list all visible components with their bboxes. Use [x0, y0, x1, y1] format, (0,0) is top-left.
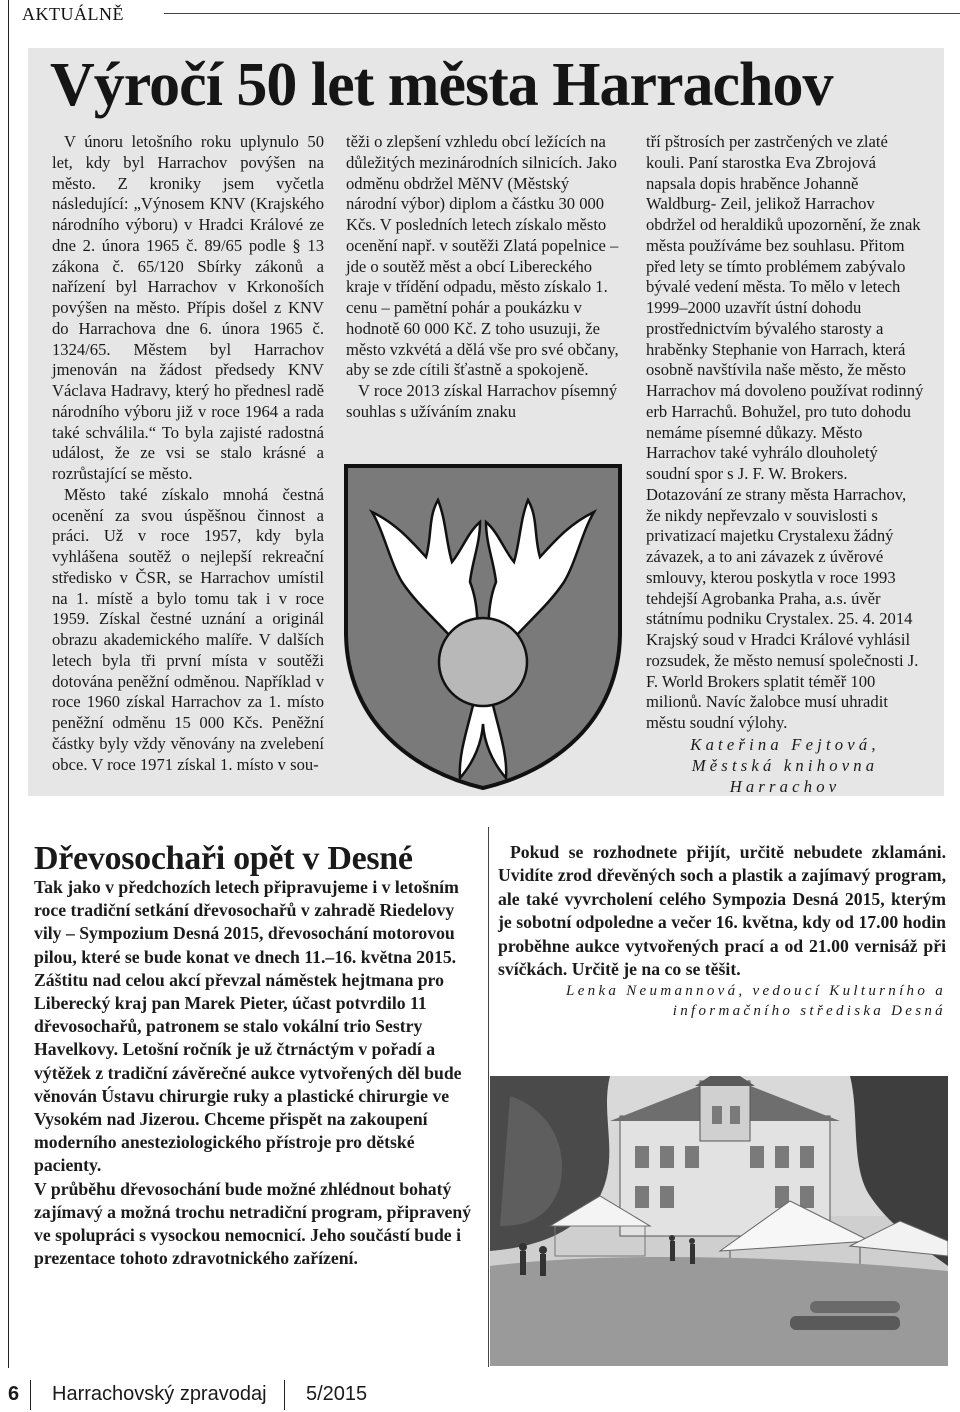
article-column-2	[346, 132, 622, 423]
article-headline: Dřevosochaři opět v Desné	[34, 840, 413, 877]
paragraph: Město také získalo mnohá čestná ocenění za svou úspěšnou činnost a práci. Už v roce 1957, kdy byla vyhlášena soutěž o nejlepší rekreační středisko v ČSR, se Harrachov umístil na 1. místě a bylo tomu tak i v roce 1959. Získal čestné uznání a originál obrazu akademického malíře. V dalších letech byla tři první místa v soutěži dotována peněžní odměnou. Například v roce 1960 získal Harrachov za 1. místo peněžní odměnu 15 000 Kčs. Peněžní částky byly vždy věnovány na zvelebení obce. V roce 1971 získal 1. místo v sou-	[52, 484, 324, 774]
paragraph: těži o zlepšení vzhledu obcí ležících na důležitých mezinárodních silnicích. Jako odměnu obdržel MěNV (Městský národní výbor) diplom a částku 30 000 Kčs. V posledních letech získalo město ocenění např. v soutěži Zlatá popelnice – jde o soutěž měst a obcí Libereckého kraje v třídění odpadu, město získalo 1. cenu – pamětní pohár a poukázku v hodnotě 60 000 Kč. Z toho usuzuji, že město vzkvétá a dělá vše pro své občany, aby se zde cítili šťastně a spokojeně.	[346, 132, 619, 380]
footer-separator	[284, 1380, 285, 1410]
paragraph: tří pštrosích per zastrčených ve zlaté kouli. Paní starostka Eva Zbrojová napsala dopis hraběnce Johanně Waldburg- Zeil, jelikož Harrachov obdržel od heraldiků upozornění, že znak města používáme bez souhlasu. Přitom před lety se tímto problémem zabývalo bývalé vedení města. To mělo v letech 1999–2000 uzavřít ústní dohodu prostřednictvím bývalého starosty a hraběnky Stephanie von Harrach, která osobně navštívila naše město, že město Harrachov má dovoleno používat rodinný erb Harrachů. Bohužel, pro tuto dohodu nemáme písemné důkazy. Město Harrachov také vyhrálo dlouholetý soudní spor s J. F. W. Brokers. Dotazování ze strany města Harrachov, že nikdy nepřevzalo v souvislosti s privatizací majetku Crystalexu žádný závazek, a to ani závazek z úvěrové smlouvy, kterou poskytla v roce 1993 tehdejší Agrobanka Praha, a.s. úvěr státnímu podniku Crystalex. 25. 4. 2014 Krajský soud v Hradci Králové vyhlásil rozsudek, že město nemusí společnosti J. F. World Brokers splatit téměř 100 milionů. Navíc žalobce musí uhradit městu soudní výlohy.	[646, 132, 924, 732]
column-divider	[488, 827, 489, 1367]
section-label: AKTUÁLNĚ	[22, 4, 124, 24]
issue-number: 5/2015	[306, 1383, 368, 1405]
paragraph: Tak jako v předchozích letech připravujeme i v letošním roce tradiční setkání dřevosochařů v zahradě Riedelovy vily – Sympozium Desná 2015, dřevosochání motorovou pilou, které se bude konat ve dnech 11.–16. května 2015. Záštitu nad celou akcí převzal náměstek hejtmana pro Liberecký kraj pan Marek Pieter, účast potvrdilo 11 dřevosochařů, patronem se stalo vokální trio Sestry Havelkovy. Letošní ročník je už čtrnáctým v pořadí a výtěžek z tradiční závěrečné aukce vytvořených děl bude věnován Ústavu chirurgie ruky a plastické chirurgie ve Vysokém nad Jizerou. Chceme přispět na zakoupení moderního anesteziologického přístroje pro dětské pacienty.	[34, 877, 462, 1176]
paragraph: Pokud se rozhodnete přijít, určitě nebudete zklamáni. Uvidíte zrod dřevěných soch a plastik a zajímavý program, ale také vyvrcholení celého Sympozia Desná 2015, kterým je sobotní odpoledne a večer 16. května, kdy od 17.00 hodin proběhne aukce vytvořených prací a od 21.00 vernisáž při svíčkách. Určitě je na co se těšit.	[498, 842, 946, 980]
event-photo	[490, 1076, 948, 1366]
article-column-1	[52, 132, 324, 775]
paragraph: V průběhu dřevosochání bude možné zhlédnout bohatý zajímavý a možná trochu netradiční program, připravený ve spolupráci s vysockou nemocnicí. Jeho součástí bude i prezentace tohoto zdravotnického zařízení.	[34, 1178, 472, 1269]
article-right-column	[498, 841, 946, 1021]
article-headline: Výročí 50 let města Harrachov	[50, 51, 833, 119]
publication-name: Harrachovský zpravodaj	[52, 1383, 267, 1405]
article-column-3	[646, 132, 924, 797]
author-signature: Kateřina Fejtová, Městská knihovna Harrachov	[690, 734, 880, 796]
paragraph: V únoru letošního roku uplynulo 50 let, kdy byl Harrachov povýšen na město. Z kroniky jsem vyčetla následující: „Výnosem KNV (Krajského národního výboru) v Hradci Králové ze dne 2. února 1965 č. 89/65 podle § 13 zákona č. 65/120 Sbírky zákonů a nařízení byl Harrachov v Krkonoších povýšen na město. Přípis došel z KNV do Harrachova dne 6. února 1965 č. 1324/65. Městem byl Harrachov jmenován na žádost předsedy KNV Václava Hadravy, který ho přednesl radě národního výboru již v roce 1964 a rada také schválila.“ To byla zajisté radostná událost, že ze vsi se stalo krásné a rozrůstající se město.	[52, 132, 324, 483]
top-rule	[164, 13, 960, 14]
left-margin-rule	[8, 0, 9, 1368]
footer-separator	[30, 1380, 31, 1410]
author-signature: Lenka Neumannová, vedoucí Kulturního a informačního střediska Desná	[566, 983, 946, 1020]
page-number: 6	[8, 1383, 20, 1405]
paragraph: V roce 2013 získal Harrachov písemný souhlas s užíváním znaku	[346, 381, 618, 421]
article-body	[34, 876, 474, 1270]
harrachov-coat-of-arms	[342, 462, 624, 792]
